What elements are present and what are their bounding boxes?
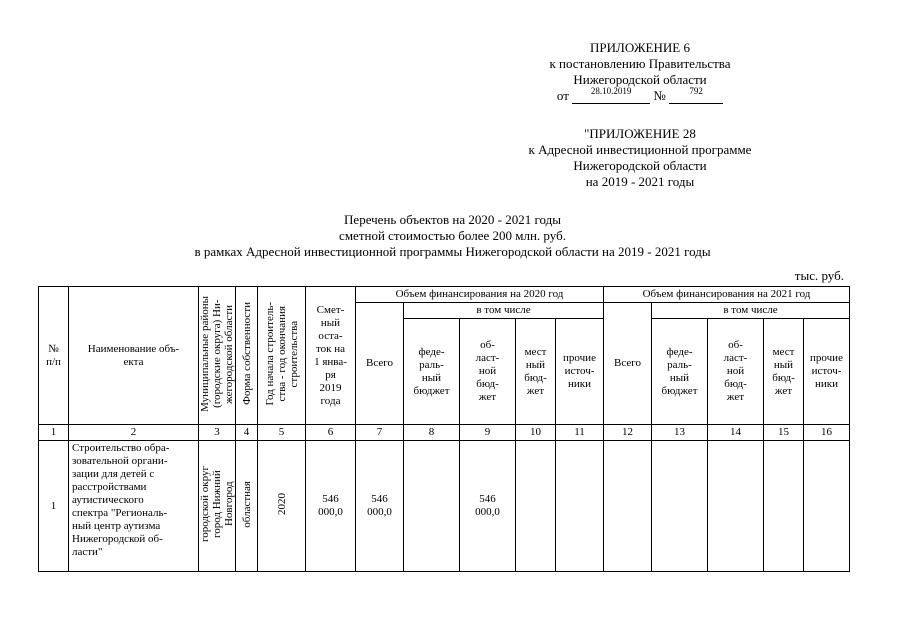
header-regional-2021: об- ласт- ной бюд- жет [708,319,764,425]
header-balance: Смет- ный оста- ток на 1 янва- ря 2019 года [306,287,356,425]
header-total-2021: Всего [604,303,652,425]
col-number: 6 [306,425,356,441]
col-number: 14 [708,425,764,441]
header-other-2020: прочие источ- ники [556,319,604,425]
header-local-2021: мест ный бюд- жет [764,319,804,425]
number-value: 792 [689,86,703,96]
heading-line-3: в рамках Адресной инвестиционной программы Нижегородской области на 2019 - 2021 годы [194,244,711,259]
row-total-2020: 546 000,0 [356,441,404,572]
row-balance: 546 000,0 [306,441,356,572]
header-years-text: Год начала строитель- ства - год окончания строительства [263,301,300,406]
header-other-2021: прочие источ- ники [804,319,850,425]
appendix-28-line-2: к Адресной инвестиционной программе [528,142,752,157]
row-total-2021 [604,441,652,572]
date-field [572,86,650,104]
col-number: 5 [258,425,306,441]
col-number: 8 [404,425,460,441]
header-num: № п/п [39,287,69,425]
header-incl-2021: в том числе [652,303,850,319]
header-municipal-text: Муниципальные районы (городские округа) Ни- жегородской области [199,295,235,412]
objects-table [38,286,850,572]
appendix-28-title: "ПРИЛОЖЕНИЕ 28 [584,126,696,141]
row-years [258,441,306,572]
number-prefix: № [653,88,666,103]
date-value: 28.10.2019 [590,86,632,96]
heading-line-2: сметной стоимостью более 200 млн. руб. [339,228,566,243]
header-name: Наименование объ- екта [69,287,199,425]
document-heading [100,212,805,260]
column-numbers-row [39,425,850,441]
row-local-2020 [516,441,556,572]
row-federal-2020 [404,441,460,572]
row-federal-2021 [652,441,708,572]
header-municipal [199,287,236,425]
header-local-2020: мест ный бюд- жет [516,319,556,425]
appendix-28-block [495,126,785,190]
units-label: тыс. руб. [794,268,844,283]
col-number: 11 [556,425,604,441]
col-number: 7 [356,425,404,441]
row-num: 1 [39,441,69,572]
row-municipal [199,441,236,572]
heading-line-1: Перечень объектов на 2020 - 2021 годы [344,212,561,227]
number-field [669,86,723,104]
header-ownership [236,287,258,425]
header-fin-2020: Объем финансирования на 2020 год [356,287,604,303]
row-years-text: 2020 [275,493,288,515]
col-number: 9 [460,425,516,441]
appendix-28-line-3: Нижегородской области [573,158,707,173]
row-regional-2020: 546 000,0 [460,441,516,572]
date-prefix: от [556,88,569,103]
appendix-6-date-line [520,88,760,104]
col-number: 13 [652,425,708,441]
col-number: 12 [604,425,652,441]
col-number: 3 [199,425,236,441]
row-ownership [236,441,258,572]
col-number: 1 [39,425,69,441]
col-number: 4 [236,425,258,441]
appendix-6-line-3: Нижегородской области [573,72,707,87]
table-row [39,441,850,572]
row-other-2021 [804,441,850,572]
header-federal-2021: феде- раль- ный бюджет [652,319,708,425]
col-number: 10 [516,425,556,441]
header-ownership-text: Форма собственности [240,302,253,405]
appendix-6-line-2: к постановлению Правительства [549,56,731,71]
header-fin-2021: Объем финансирования на 2021 год [604,287,850,303]
header-incl-2020: в том числе [404,303,604,319]
row-local-2021 [764,441,804,572]
header-regional-2020: об- ласт- ной бюд- жет [460,319,516,425]
row-regional-2021 [708,441,764,572]
appendix-6-block [520,40,760,104]
col-number: 16 [804,425,850,441]
row-name: Строительство обра- зовательной органи- зации для детей с расстройствами аутистического спектра "Региональ- ный центр аутизма Нижегородской об- ласти" [69,441,199,572]
col-number: 2 [69,425,199,441]
header-federal-2020: феде- раль- ный бюджет [404,319,460,425]
row-municipal-text: городской округ город Нижний Новгород [199,465,235,543]
col-number: 15 [764,425,804,441]
appendix-28-line-4: на 2019 - 2021 годы [585,174,695,189]
row-other-2020 [556,441,604,572]
appendix-6-title: ПРИЛОЖЕНИЕ 6 [590,40,690,55]
header-years [258,287,306,425]
row-ownership-text: областная [240,480,253,528]
header-total-2020: Всего [356,303,404,425]
